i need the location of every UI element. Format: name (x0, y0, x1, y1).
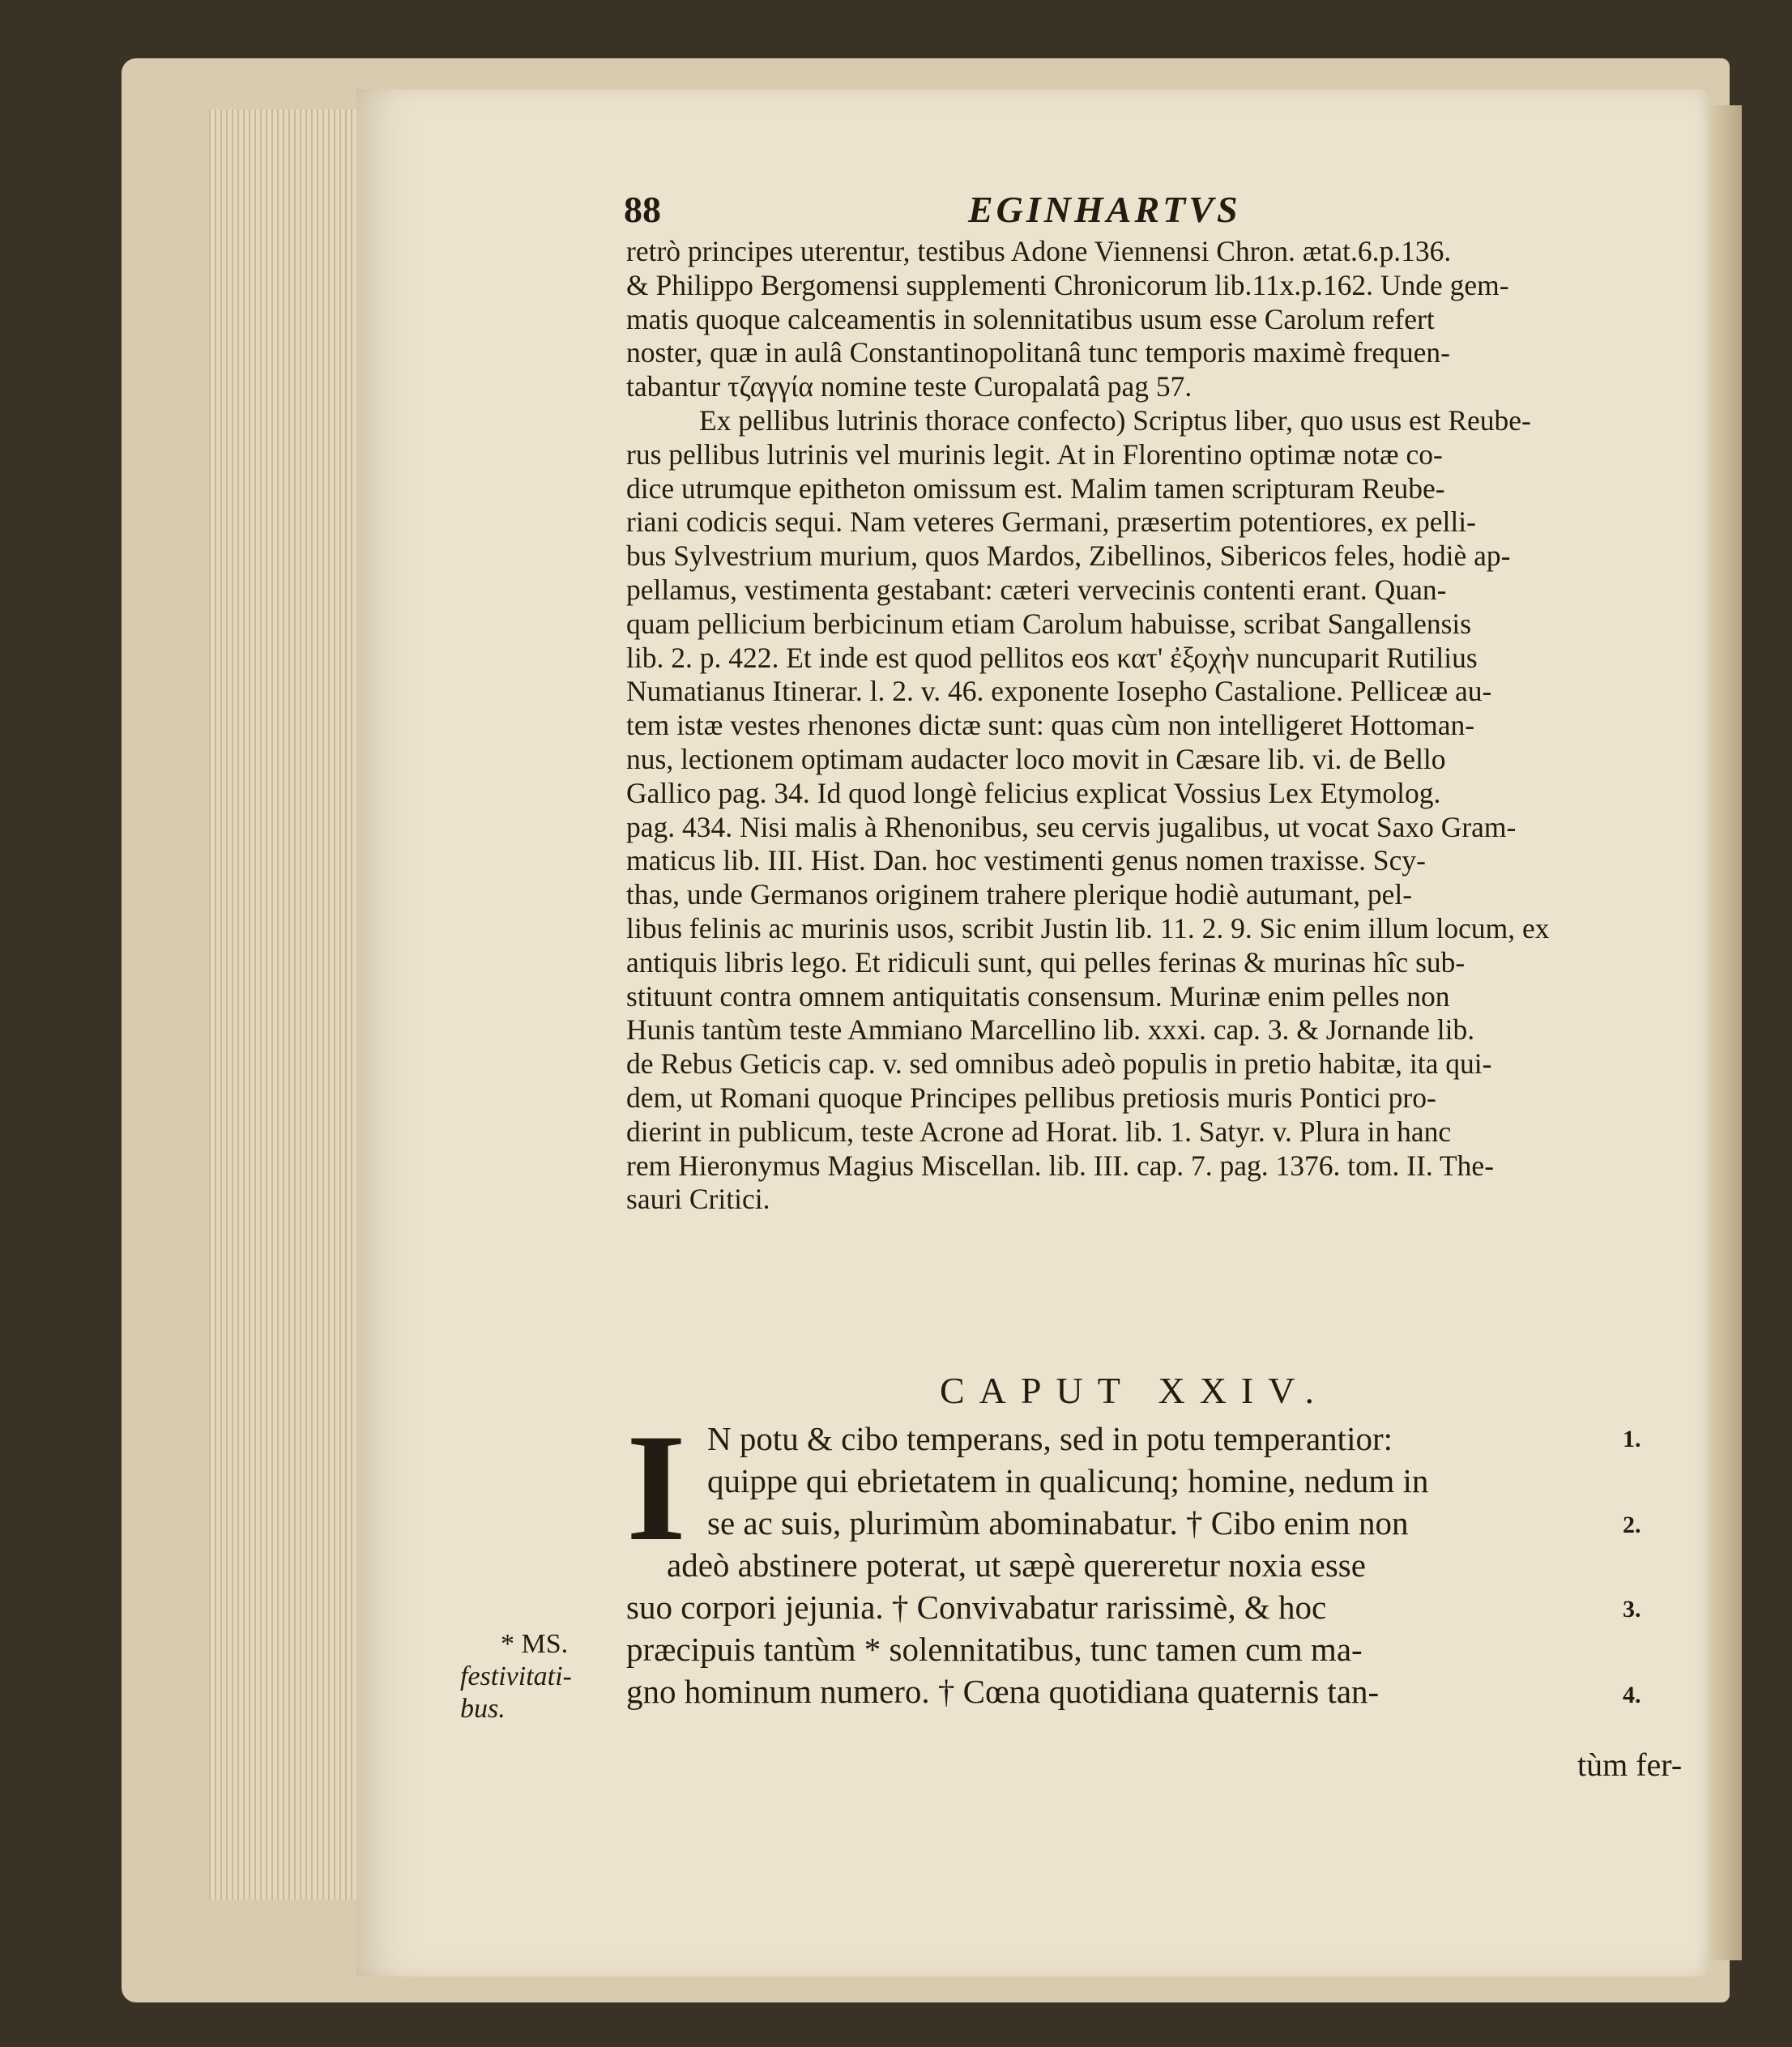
text-line: matis quoque calceamentis in solennitatibus usum esse Carolum refert (626, 302, 1435, 335)
text-line: dierint in publicum, teste Acrone ad Horat. lib. 1. Satyr. v. Plura in hanc (626, 1115, 1452, 1148)
text-line: retrò principes uterentur, testibus Adone Viennensi Chron. ætat.6.p.136. (626, 235, 1452, 267)
commentary-text (626, 235, 1550, 1217)
text-line: & Philippo Bergomensi supplementi Chronicorum lib.11x.p.162. Unde gem- (626, 268, 1509, 301)
side-note-line: * MS. (501, 1629, 569, 1659)
catchword: tùm fer- (1577, 1746, 1683, 1783)
chapter-line: suo corpori jejunia. † Convivabatur rarissimè, & hoc (626, 1589, 1327, 1626)
text-line: dice utrumque epitheton omissum est. Malim tamen scripturam Reube- (626, 471, 1445, 505)
text-line: libus felinis ac murinis usos, scribit Justin lib. 11. 2. 9. Sic enim illum locum, ex (626, 911, 1550, 945)
text-line: maticus lib. III. Hist. Dan. hoc vestimenti genus nomen traxisse. Scy- (626, 844, 1426, 877)
chapter-line: N potu & cibo temperans, sed in potu temperantior: (707, 1420, 1393, 1457)
chapter-line: adeò abstinere poterat, ut sæpè quereretur noxia esse (667, 1546, 1366, 1584)
chapter-heading: CAPUT XXIV. (940, 1370, 1329, 1411)
margin-number: 4. (1623, 1682, 1641, 1708)
running-title: EGINHARTVS (968, 189, 1241, 230)
chapter-line: gno hominum numero. † Cœna quotidiana quaternis tan- (626, 1673, 1380, 1710)
text-line: sauri Critici. (626, 1183, 770, 1216)
side-note-line: festivitati- (460, 1661, 572, 1691)
text-line: Hunis tantùm teste Ammiano Marcellino lib. xxxi. cap. 3. & Jornande lib. (626, 1013, 1475, 1047)
text-line: de Rebus Geticis cap. v. sed omnibus adeò populis in pretio habitæ, ita qui- (626, 1047, 1492, 1081)
margin-number: 3. (1623, 1596, 1641, 1623)
side-note-line: bus. (460, 1694, 506, 1724)
margin-number: 2. (1623, 1512, 1641, 1538)
right-page-edge (1709, 105, 1742, 1960)
chapter-text (626, 1403, 1429, 1712)
text-line: thas, unde Germanos originem trahere plerique hodiè autumant, pel- (626, 878, 1413, 911)
page-edges (209, 109, 358, 1900)
text-line: rem Hieronymus Magius Miscellan. lib. III. cap. 7. pag. 1376. tom. II. The- (626, 1149, 1495, 1182)
text-line: stituunt contra omnem antiquitatis consensum. Murinæ enim pelles non (626, 979, 1450, 1013)
text-line: pag. 434. Nisi malis à Rhenonibus, seu cervis jugalibus, ut vocat Saxo Gram- (626, 810, 1517, 843)
margin-number: 1. (1623, 1426, 1641, 1452)
chapter-line: quippe qui ebrietatem in qualicunq; homine, nedum in (707, 1462, 1429, 1499)
text-line: riani codicis sequi. Nam veteres Germani, præsertim potentiores, ex pelli- (626, 505, 1476, 539)
chapter-line: se ac suis, plurimùm abominabatur. † Cibo enim non (707, 1504, 1409, 1542)
text-line: dem, ut Romani quoque Principes pellibus pretiosis muris Pontici pro- (626, 1081, 1436, 1114)
text-line: Gallico pag. 34. Id quod longè felicius explicat Vossius Lex Etymolog. (626, 776, 1441, 809)
text-line: bus Sylvestrium murium, quos Mardos, Zibellinos, Sibericos feles, hodiè ap- (626, 539, 1511, 573)
chapter-line: præcipuis tantùm * solennitatibus, tunc tamen cum ma- (626, 1631, 1363, 1668)
text-line: tabantur τζαγγία nomine teste Curopalatâ pag 57. (626, 370, 1193, 403)
text-line: pellamus, vestimenta gestabant: cæteri vervecinis contenti erant. Quan- (626, 573, 1447, 606)
text-line: quam pellicium berbicinum etiam Carolum habuisse, scribat Sangallensis (626, 607, 1472, 640)
text-line: noster, quæ in aulâ Constantinopolitanâ tunc temporis maximè frequen- (626, 336, 1451, 369)
text-line: Numatianus Itinerar. l. 2. v. 46. exponente Iosepho Castalione. Pelliceæ au- (626, 675, 1492, 708)
drop-cap: I (626, 1403, 686, 1573)
text-line: antiquis libris lego. Et ridiculi sunt, qui pelles ferinas & murinas hîc sub- (626, 945, 1466, 979)
text-line: tem istæ vestes rhenones dictæ sunt: quas cùm non intelligeret Hottoman- (626, 709, 1475, 742)
side-note (460, 1628, 572, 1725)
text-line: rus pellibus lutrinis vel murinis legit. At in Florentino optimæ notæ co- (626, 437, 1443, 471)
text-line: Ex pellibus lutrinis thorace confecto) Scriptus liber, quo usus est Reube- (699, 403, 1531, 437)
text-line: lib. 2. p. 422. Et inde est quod pellitos eos κατ' ἐξοχὴν nuncuparit Rutilius (626, 641, 1478, 674)
page-number: 88 (624, 189, 661, 230)
text-line: nus, lectionem optimam audacter loco movit in Cæsare lib. vi. de Bello (626, 742, 1446, 775)
